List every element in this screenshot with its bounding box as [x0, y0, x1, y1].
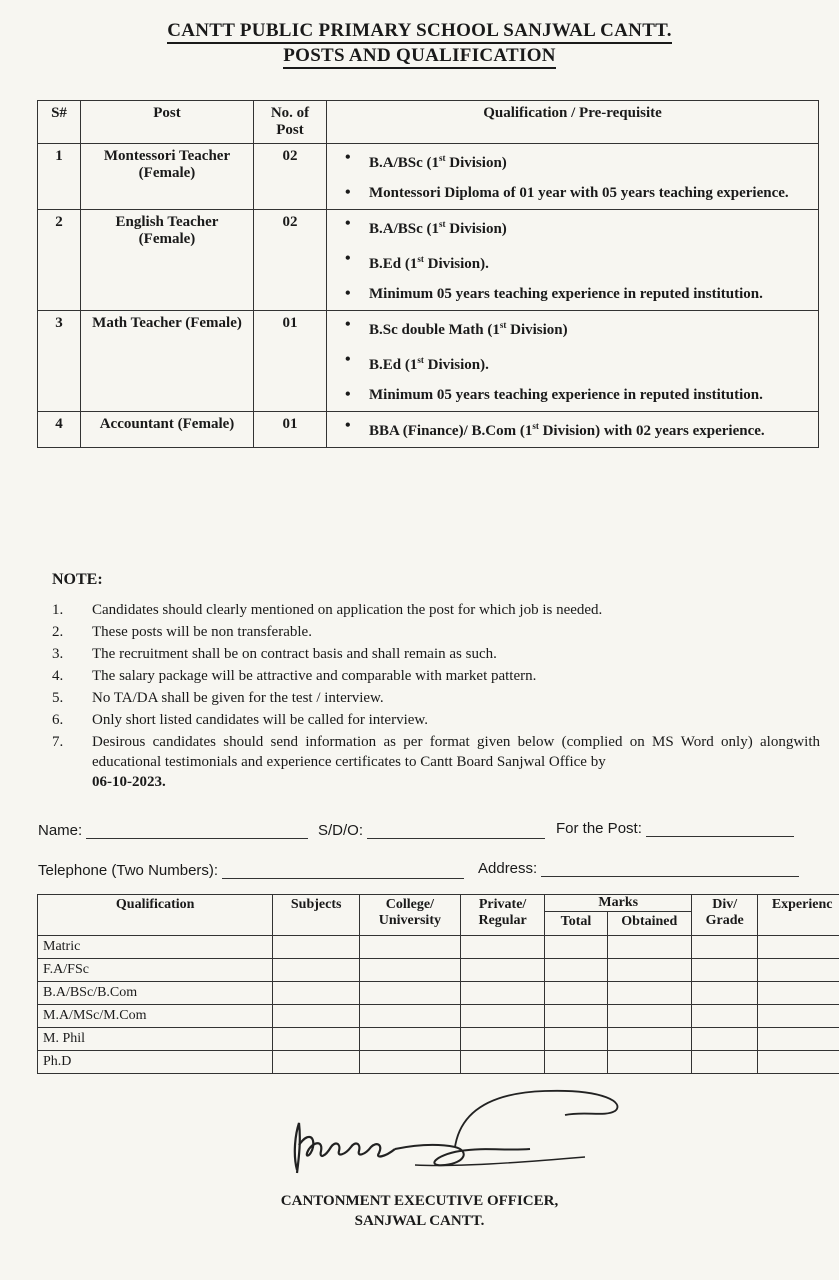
post-label: For the Post:: [556, 820, 642, 837]
obtained-cell[interactable]: [607, 1028, 692, 1051]
header-div: Div/ Grade: [692, 895, 758, 936]
obtained-cell[interactable]: [607, 1051, 692, 1074]
name-label: Name:: [38, 822, 83, 839]
sdo-label: S/D/O:: [318, 822, 364, 839]
subjects-cell[interactable]: [273, 1005, 360, 1028]
college-cell[interactable]: [359, 959, 460, 982]
deadline-date: 06-10-2023.: [92, 774, 166, 790]
total-cell[interactable]: [545, 982, 607, 1005]
div-cell[interactable]: [692, 959, 758, 982]
phone-blank[interactable]: [222, 866, 464, 879]
posts-table-header: [38, 101, 819, 144]
qualification-form-table: [37, 894, 839, 1074]
private-cell[interactable]: [460, 936, 545, 959]
note-item: [52, 710, 820, 730]
note-text: Desirous candidates should send information as per format given below (complied on MS Word only) alongwith educational testimonials and experience certificates to Cantt Board Sanjwal Office by: [92, 734, 820, 770]
signature-icon: [285, 1085, 635, 1185]
note-text-block: [92, 732, 820, 792]
school-title: CANTT PUBLIC PRIMARY SCHOOL SANJWAL CANTT.: [0, 20, 839, 42]
div-cell[interactable]: [692, 1028, 758, 1051]
obtained-cell[interactable]: [607, 1005, 692, 1028]
private-cell[interactable]: [460, 1028, 545, 1051]
table-row: [38, 982, 839, 1005]
subjects-cell[interactable]: [273, 1028, 360, 1051]
address-label: Address:: [478, 860, 538, 877]
note-text: These posts will be non transferable.: [92, 624, 312, 640]
table-row: [38, 1028, 839, 1051]
total-cell[interactable]: [545, 1051, 607, 1074]
note-number: 3.: [52, 646, 64, 662]
qualification-item: • B.A/BSc (1st Division): [345, 214, 812, 239]
table-row: [38, 1051, 839, 1074]
college-cell[interactable]: [359, 936, 460, 959]
row-sn: 3: [38, 311, 81, 412]
note-text: Only short listed candidates will be called for interview.: [92, 712, 429, 728]
note-item: [52, 688, 820, 708]
signatory-title: CANTONMENT EXECUTIVE OFFICER,: [280, 1193, 559, 1209]
header-qualification: Qualification / Pre-requisite: [327, 101, 819, 144]
note-number: 6.: [52, 712, 64, 728]
subjects-cell[interactable]: [273, 982, 360, 1005]
qual-row-label: B.A/BSc/B.Com: [38, 982, 273, 1005]
experience-cell[interactable]: [758, 1051, 839, 1074]
total-cell[interactable]: [545, 959, 607, 982]
college-cell[interactable]: [359, 982, 460, 1005]
note-number: 1.: [52, 602, 64, 618]
row-post: Math Teacher (Female): [81, 311, 254, 412]
posts-table: [37, 100, 819, 448]
table-row: [38, 311, 819, 412]
header-no-of-post: No. of Post: [254, 101, 327, 144]
row-no-of-post: 02: [254, 144, 327, 210]
table-row: [38, 144, 819, 210]
qualification-item: • B.A/BSc (1st Division): [345, 148, 812, 173]
total-cell[interactable]: [545, 1005, 607, 1028]
note-item: [52, 732, 820, 792]
table-row: [38, 412, 819, 448]
experience-cell[interactable]: [758, 959, 839, 982]
note-item: [52, 666, 820, 686]
qualification-item: • B.Ed (1st Division).: [345, 249, 812, 274]
note-text: No TA/DA shall be given for the test / interview.: [92, 690, 384, 706]
qual-row-label: F.A/FSc: [38, 959, 273, 982]
sdo-field: [318, 822, 545, 839]
qual-row-label: Ph.D: [38, 1051, 273, 1074]
table-row: [38, 210, 819, 311]
table-row: [38, 1005, 839, 1028]
obtained-cell[interactable]: [607, 959, 692, 982]
note-number: 5.: [52, 690, 64, 706]
subjects-cell[interactable]: [273, 1051, 360, 1074]
total-cell[interactable]: [545, 1028, 607, 1051]
private-cell[interactable]: [460, 959, 545, 982]
header-college: College/ University: [359, 895, 460, 936]
private-cell[interactable]: [460, 1005, 545, 1028]
note-text: Candidates should clearly mentioned on application the post for which job is needed.: [92, 602, 603, 618]
header-total: Total: [545, 912, 607, 936]
header-qualification: Qualification: [38, 895, 273, 936]
name-field: [38, 822, 308, 839]
note-item: [52, 644, 820, 664]
signatory-location: SANJWAL CANTT.: [354, 1213, 485, 1229]
row-sn: 2: [38, 210, 81, 311]
div-cell[interactable]: [692, 982, 758, 1005]
div-cell[interactable]: [692, 1051, 758, 1074]
row-no-of-post: 01: [254, 311, 327, 412]
phone-label: Telephone (Two Numbers):: [38, 862, 219, 879]
experience-cell[interactable]: [758, 936, 839, 959]
table-row: [38, 959, 839, 982]
row-post: English Teacher (Female): [81, 210, 254, 311]
qualification-item: • Minimum 05 years teaching experience in reputed institution.: [345, 284, 812, 304]
private-cell[interactable]: [460, 982, 545, 1005]
note-item: [52, 600, 820, 620]
post-blank[interactable]: [646, 824, 794, 837]
note-number: 2.: [52, 624, 64, 640]
qual-row-label: M.A/MSc/M.Com: [38, 1005, 273, 1028]
notes-list: [52, 600, 820, 794]
subjects-cell[interactable]: [273, 936, 360, 959]
college-cell[interactable]: [359, 1028, 460, 1051]
header-obtained: Obtained: [607, 912, 692, 936]
address-blank[interactable]: [541, 864, 799, 877]
header-experience: Experienc: [758, 895, 839, 936]
qual-row-label: M. Phil: [38, 1028, 273, 1051]
note-number: 4.: [52, 668, 64, 684]
row-no-of-post: 02: [254, 210, 327, 311]
qualification-item: • Montessori Diploma of 01 year with 05 years teaching experience.: [345, 183, 812, 203]
college-cell[interactable]: [359, 1051, 460, 1074]
phone-field: [38, 862, 464, 879]
qual-table-header: [38, 895, 839, 912]
note-item: [52, 622, 820, 642]
header-sn: S#: [38, 101, 81, 144]
qual-row-label: Matric: [38, 936, 273, 959]
row-qualifications: [327, 412, 819, 448]
row-qualifications: [327, 210, 819, 311]
row-sn: 4: [38, 412, 81, 448]
post-field: [556, 820, 794, 837]
row-post: Montessori Teacher (Female): [81, 144, 254, 210]
address-field: [478, 860, 799, 877]
qualification-item: • BBA (Finance)/ B.Com (1st Division) with 02 years experience.: [345, 416, 812, 441]
sdo-blank[interactable]: [367, 826, 545, 839]
header-private: Private/ Regular: [460, 895, 545, 936]
div-cell[interactable]: [692, 1005, 758, 1028]
row-post: Accountant (Female): [81, 412, 254, 448]
experience-cell[interactable]: [758, 1005, 839, 1028]
obtained-cell[interactable]: [607, 936, 692, 959]
note-text: The salary package will be attractive and comparable with market pattern.: [92, 668, 537, 684]
header-marks: Marks: [545, 895, 692, 912]
header-post: Post: [81, 101, 254, 144]
row-qualifications: [327, 311, 819, 412]
college-cell[interactable]: [359, 1005, 460, 1028]
experience-cell[interactable]: [758, 982, 839, 1005]
private-cell[interactable]: [460, 1051, 545, 1074]
note-number: 7.: [52, 734, 64, 750]
row-sn: 1: [38, 144, 81, 210]
document-subtitle: POSTS AND QUALIFICATION: [0, 45, 839, 67]
subjects-cell[interactable]: [273, 959, 360, 982]
table-row: [38, 936, 839, 959]
div-cell[interactable]: [692, 936, 758, 959]
signature: [285, 1085, 635, 1190]
note-text: The recruitment shall be on contract basis and shall remain as such.: [92, 646, 497, 662]
obtained-cell[interactable]: [607, 982, 692, 1005]
row-qualifications: [327, 144, 819, 210]
qualification-item: • Minimum 05 years teaching experience in reputed institution.: [345, 385, 812, 405]
header-subjects: Subjects: [273, 895, 360, 936]
total-cell[interactable]: [545, 936, 607, 959]
qualification-item: • B.Sc double Math (1st Division): [345, 315, 812, 340]
name-blank[interactable]: [86, 826, 308, 839]
note-heading: NOTE:: [52, 571, 103, 588]
experience-cell[interactable]: [758, 1028, 839, 1051]
qualification-item: • B.Ed (1st Division).: [345, 350, 812, 375]
row-no-of-post: 01: [254, 412, 327, 448]
